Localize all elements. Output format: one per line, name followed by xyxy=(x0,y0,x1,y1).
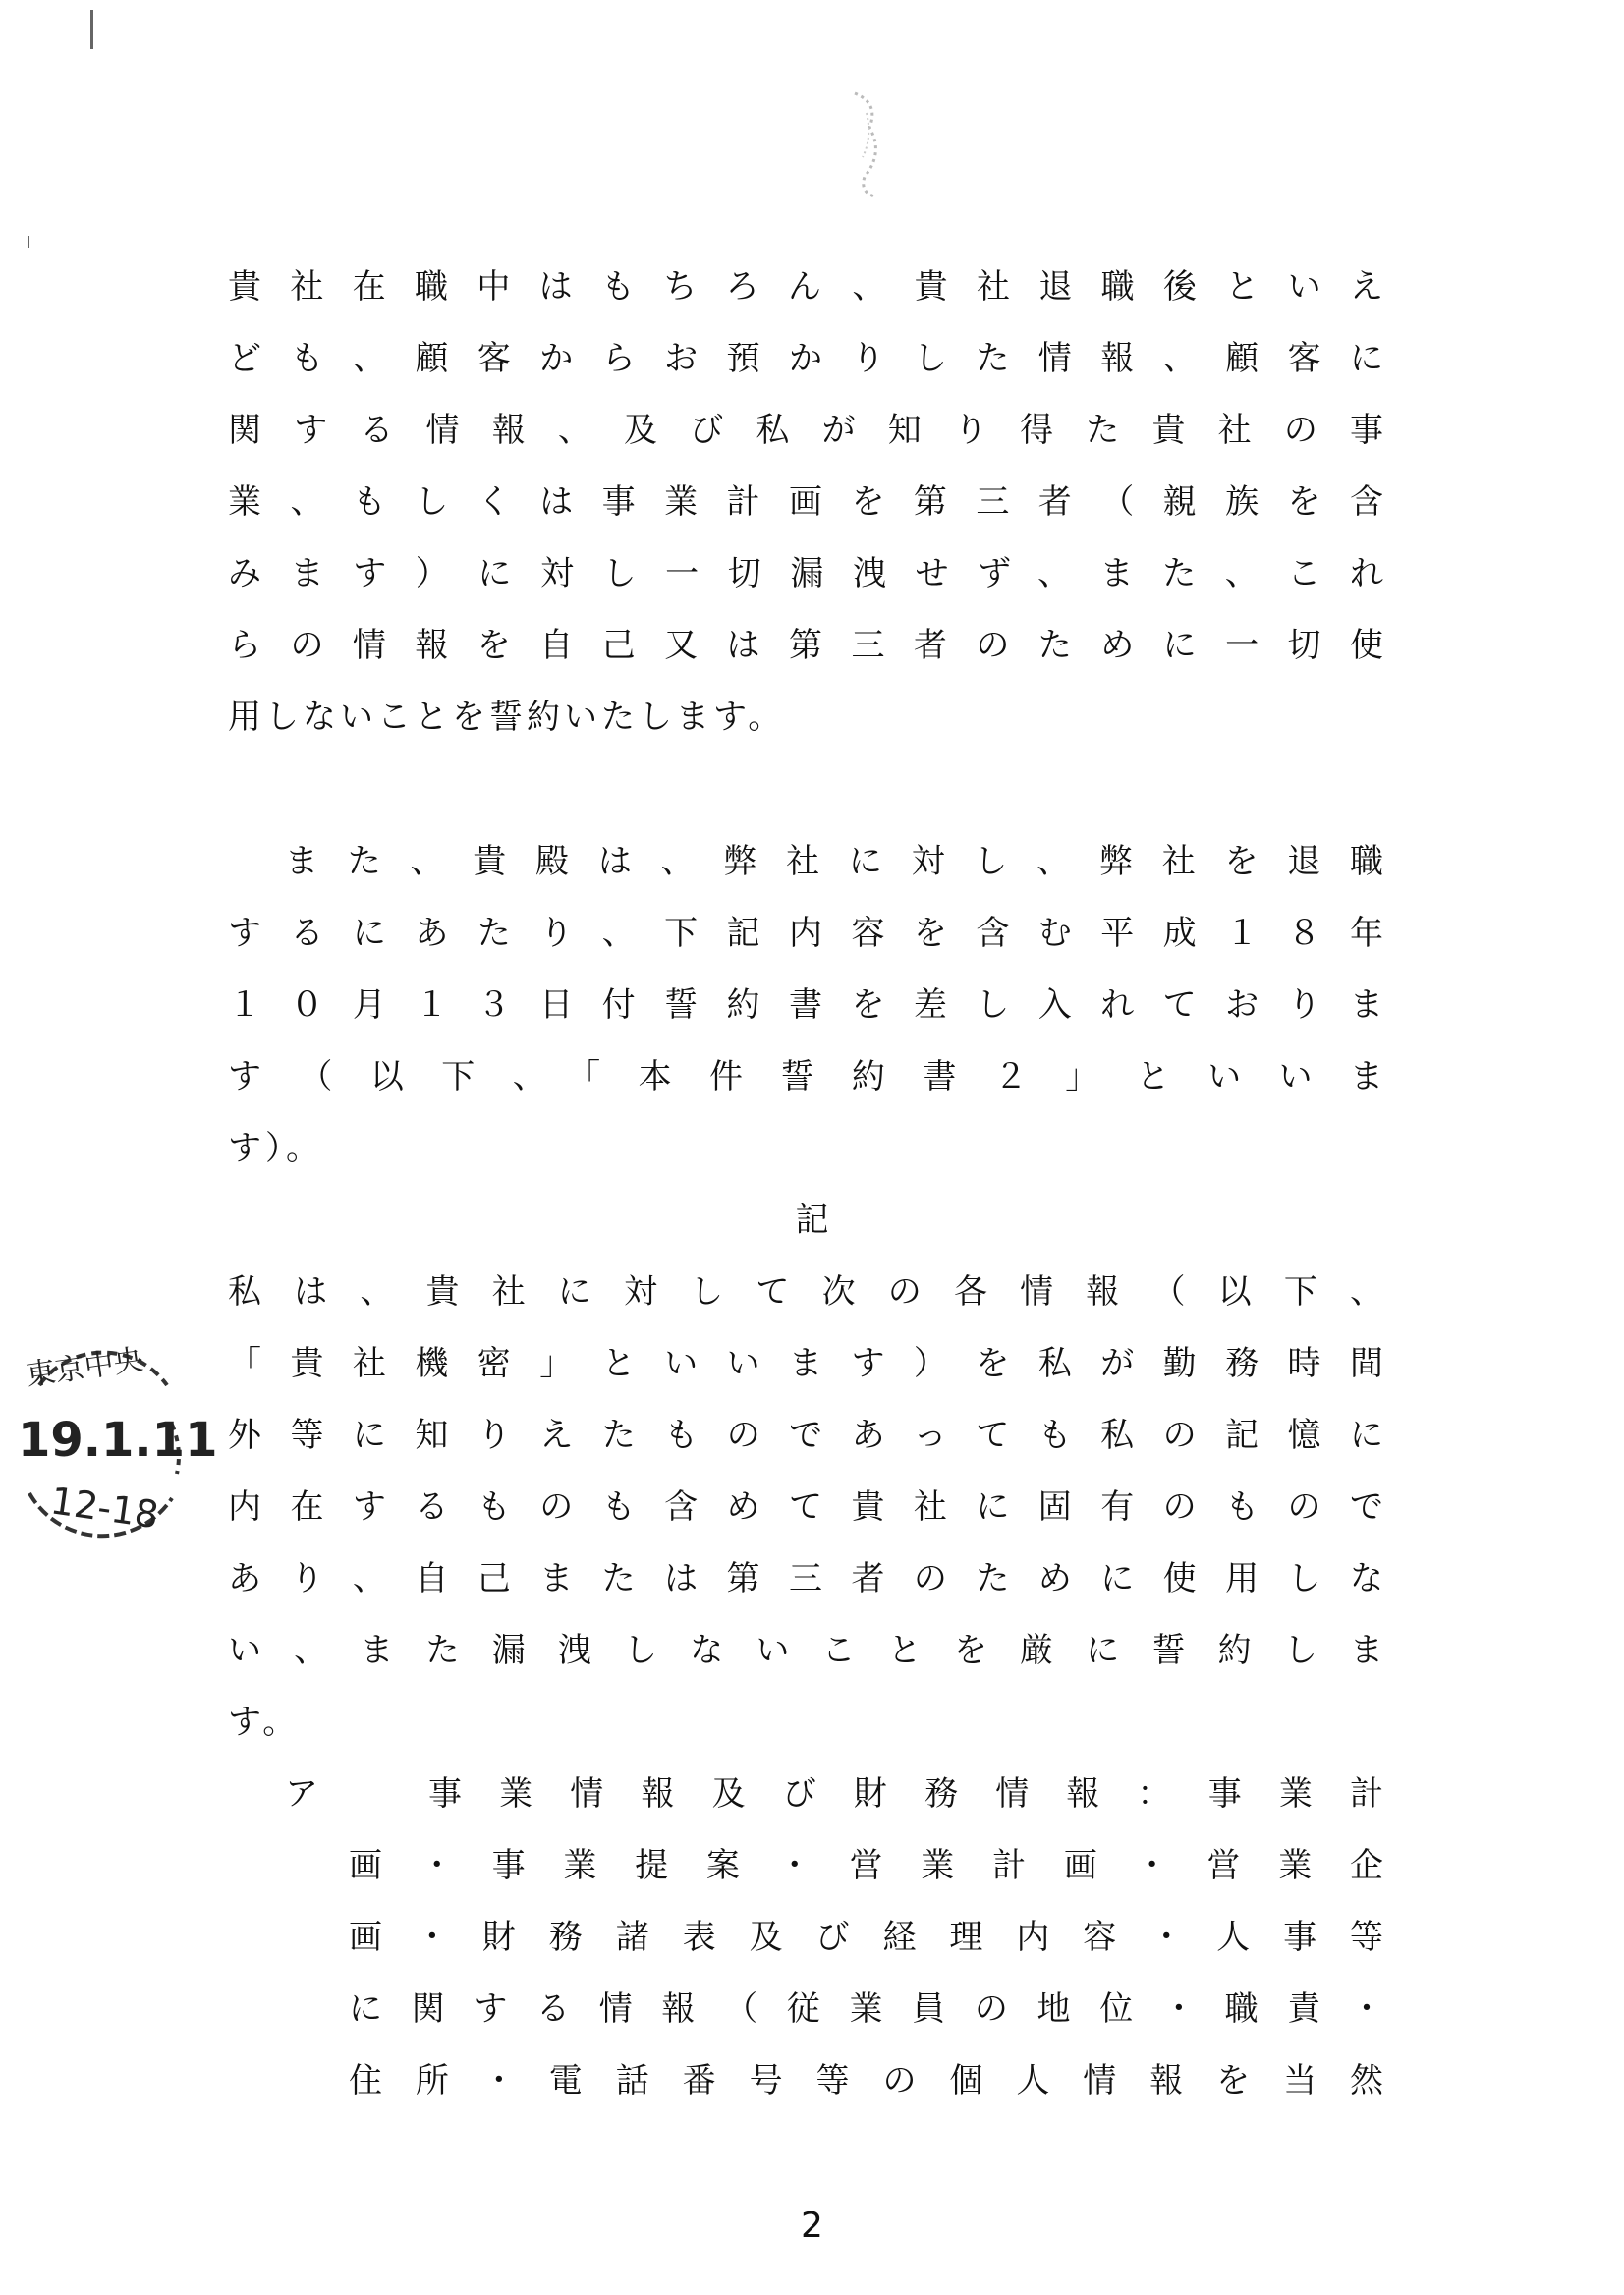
paragraph3-line-6: い、また漏洩しないことを厳に誓約しま xyxy=(228,1631,1387,1670)
paragraph1-line-3: 関する情報、及び私が知り得た貴社の事 xyxy=(228,411,1387,450)
paragraph2-line-3: １０月１３日付誓約書を差し入れておりま xyxy=(228,985,1387,1025)
scan-smudge xyxy=(825,84,904,201)
paragraph3-line-2: 「貴社機密」といいます）を私が勤務時間 xyxy=(228,1344,1387,1383)
scan-mark xyxy=(28,236,29,248)
item-a-line-3: に関する情報（従業員の地位・職責・ xyxy=(349,1989,1387,2029)
page-number: 2 xyxy=(801,2206,823,2246)
paragraph3-line-4: 内在するものも含めて貴社に固有のもので xyxy=(228,1487,1387,1527)
paragraph1-line-1: 貴社在職中はもちろん、貴社退職後といえ xyxy=(228,267,1387,307)
item-a-head: 事業情報及び財務情報：事業計 xyxy=(428,1774,1387,1814)
paragraph1-line-5: みます）に対し一切漏洩せず、また、これ xyxy=(228,554,1387,593)
svg-text:東京中央: 東京中央 xyxy=(24,1342,145,1393)
ki-heading: 記 xyxy=(795,1201,829,1240)
paragraph2-line-5: す）。 xyxy=(228,1129,323,1168)
paragraph3-line-3: 外等に知りえたものであっても私の記憶に xyxy=(228,1416,1387,1455)
paragraph1-line-6: らの情報を自己又は第三者のために一切使 xyxy=(228,626,1387,665)
paragraph1-line-7: 用しないことを誓約いたします。 xyxy=(228,698,786,737)
item-a-line-4: 住所・電話番号等の個人情報を当然 xyxy=(349,2061,1387,2100)
paragraph2-line-4: す（以下、「本件誓約書２」といいま xyxy=(228,1057,1387,1096)
postal-date-stamp xyxy=(10,1342,218,1542)
item-a-line-1: 画・事業提案・営業計画・営業企 xyxy=(349,1846,1387,1885)
svg-text:19.1.11: 19.1.11 xyxy=(18,1413,218,1468)
paragraph3-line-1: 私は、貴社に対して次の各情報（以下、 xyxy=(228,1272,1387,1312)
paragraph1-line-4: 業、もしくは事業計画を第三者（親族を含 xyxy=(228,482,1387,522)
paragraph1-line-2: ども、顧客からお預かりした情報、顧客に xyxy=(228,339,1387,378)
paragraph2-line-2: するにあたり、下記内容を含む平成１８年 xyxy=(228,914,1387,953)
item-a-line-2: 画・財務諸表及び経理内容・人事等 xyxy=(349,1918,1387,1957)
scan-mark xyxy=(90,10,93,49)
paragraph3-line-7: す。 xyxy=(228,1703,301,1742)
paragraph3-line-5: あり、自己または第三者のために使用しな xyxy=(228,1559,1387,1598)
item-a-label: ア xyxy=(285,1774,318,1814)
svg-text:12-18: 12-18 xyxy=(47,1479,162,1538)
paragraph2-line-1: また、貴殿は、弊社に対し、弊社を退職 xyxy=(285,842,1387,881)
